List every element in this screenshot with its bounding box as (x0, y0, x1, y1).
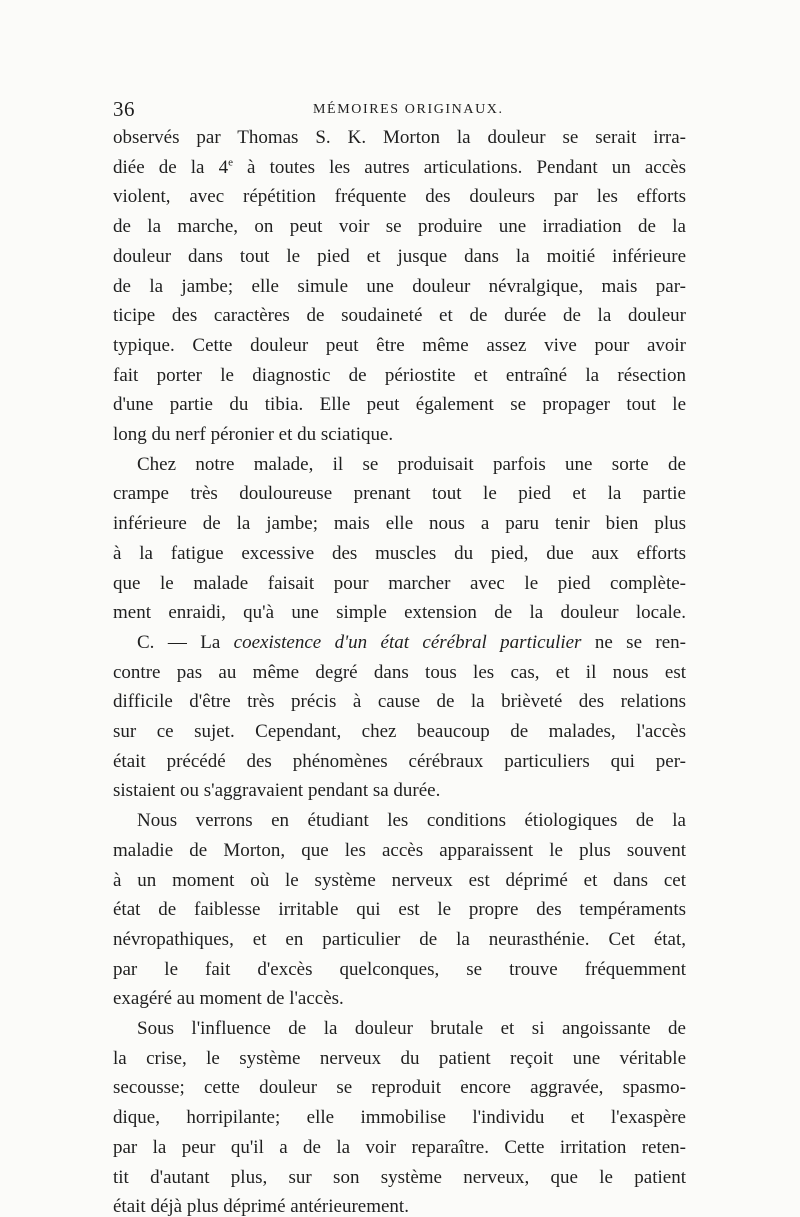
text-line: sistaient ou s'aggravaient pendant sa durée. (113, 780, 441, 802)
text-line: douleur dans tout le pied et jusque dans la moitié inférieure (113, 245, 686, 267)
text-line: contre pas au même degré dans tous les cas, et il nous est (113, 661, 686, 683)
text-fragment: à toutes les autres articulations. Pendant un accès (232, 156, 687, 178)
text-line: exagéré au moment de l'accès. (113, 988, 344, 1010)
text-line: était déjà plus déprimé antérieurement. (113, 1196, 409, 1217)
page-number: 36 (113, 97, 135, 121)
text-line: Sous l'influence de la douleur brutale et si angoissante de (137, 1018, 686, 1039)
text-line: Chez notre malade, il se produisait parfois une sorte de (137, 453, 686, 475)
text-line: fait porter le diagnostic de périostite et entraîné la résection (113, 364, 686, 386)
text-line: état de faiblesse irritable qui est le propre des tempéraments (113, 899, 686, 921)
page-header (113, 97, 686, 123)
text-line: difficile d'être très précis à cause de la brièveté des relations (113, 691, 686, 713)
text-line: violent, avec répétition fréquente des douleurs par les efforts (113, 186, 686, 208)
text-line: de la marche, on peut voir se produire une irradiation de la (113, 216, 686, 238)
text-line: observés par Thomas S. K. Morton la douleur se serait irra- (113, 127, 686, 148)
text-fragment: C. — La (137, 631, 234, 653)
running-title: MÉMOIRES ORIGINAUX. (313, 102, 504, 117)
text-fragment: ne se ren- (581, 631, 686, 653)
text-line: secousse; cette douleur se reproduit encore aggravée, spasmo- (113, 1077, 686, 1099)
text-line: ticipe des caractères de soudaineté et de durée de la douleur (113, 305, 686, 327)
text-line: long du nerf péronier et du sciatique. (113, 424, 394, 445)
text-line: tit d'autant plus, sur son système nerveux, que le patient (113, 1166, 686, 1188)
superscript: e (228, 156, 233, 169)
text-line: que le malade faisait pour marcher avec le pied complète- (113, 572, 686, 594)
text-line: ment enraidi, qu'à une simple extension de la douleur locale. (113, 602, 686, 624)
text-line: typique. Cette douleur peut être même assez vive pour avoir (113, 334, 686, 356)
text-fragment: diée de la 4 (113, 156, 229, 178)
text-line: à un moment où le système nerveux est déprimé et dans cet (113, 869, 686, 891)
text-line: sur ce sujet. Cependant, chez beaucoup de malades, l'accès (113, 721, 686, 742)
text-line: crampe très douloureuse prenant tout le pied et la partie (113, 483, 686, 505)
text-line: névropathiques, et en particulier de la neurasthénie. Cet état, (113, 928, 686, 950)
text-line (137, 633, 686, 652)
text-line: inférieure de la jambe; mais elle nous a paru tenir bien plus (113, 513, 686, 535)
text-line: par le fait d'excès quelconques, se trouve fréquemment (113, 958, 686, 980)
text-line: maladie de Morton, que les accès apparaissent le plus souvent (113, 839, 686, 861)
text-line: d'une partie du tibia. Elle peut également se propager tout le (113, 394, 686, 416)
text-line (113, 158, 686, 177)
text-line: la crise, le système nerveux du patient reçoit une véritable (113, 1047, 686, 1069)
text-line: à la fatigue excessive des muscles du pied, due aux efforts (113, 542, 686, 564)
text-line: de la jambe; elle simule une douleur névralgique, mais par- (113, 275, 686, 297)
italic-phrase: coexistence d'un état cérébral particulier (233, 631, 582, 653)
text-line: par la peur qu'il a de la voir reparaître. Cette irritation reten- (113, 1136, 686, 1158)
text-line: dique, horripilante; elle immobilise l'individu et l'exaspère (113, 1107, 686, 1129)
text-line: était précédé des phénomènes cérébraux particuliers qui per- (113, 750, 686, 772)
text-line: Nous verrons en étudiant les conditions étiologiques de la (137, 810, 686, 832)
